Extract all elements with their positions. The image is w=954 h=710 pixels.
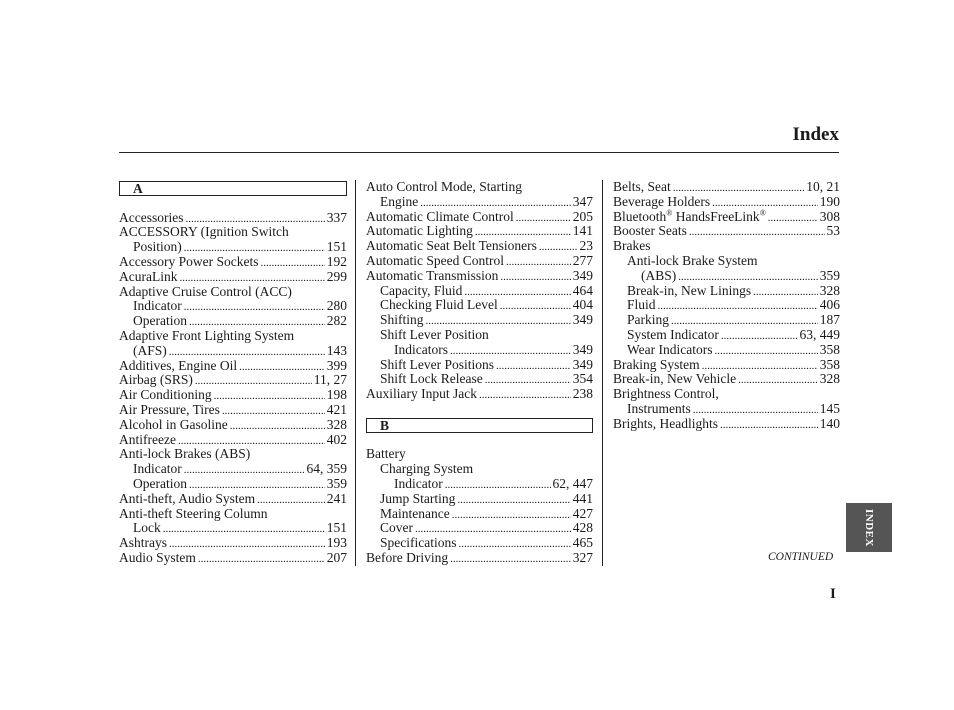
dot-leader: [257, 492, 325, 508]
entry-page-number: 10, 21: [806, 179, 840, 194]
index-entry[interactable]: [366, 195, 593, 210]
entry-name: Fluid: [627, 297, 656, 313]
index-entry[interactable]: [366, 492, 593, 507]
entry-name: Shifting: [380, 312, 424, 328]
index-entry[interactable]: [613, 298, 840, 313]
entry-page-number: 299: [326, 268, 347, 284]
index-entry[interactable]: [119, 551, 347, 566]
dot-leader: [195, 373, 312, 389]
index-entry[interactable]: [366, 387, 593, 402]
entry-name: (ABS): [641, 267, 677, 283]
entry-page-number: 358: [819, 356, 840, 372]
dot-leader: [500, 298, 571, 314]
entry-page-number: 347: [572, 193, 593, 209]
index-entry[interactable]: [366, 507, 593, 522]
entry-page-number: 428: [572, 520, 593, 536]
entry-page-number: 193: [326, 535, 347, 551]
entry-name: Accessories: [119, 209, 184, 225]
entry-name: Cover: [380, 520, 413, 536]
index-entry[interactable]: [366, 239, 593, 254]
dot-leader: [260, 255, 324, 271]
entry-name: (AFS): [133, 342, 167, 358]
index-entry[interactable]: [119, 492, 347, 507]
entry-name: Engine: [380, 193, 419, 209]
entry-page-number: 187: [819, 312, 840, 328]
index-entry[interactable]: [119, 388, 347, 403]
entry-page-number: 441: [572, 490, 593, 506]
entry-page-number: 23: [579, 238, 593, 254]
page-title: Index: [792, 124, 839, 145]
entry-page-number: 359: [819, 267, 840, 283]
dot-leader: [658, 298, 818, 314]
entry-page-number: 359: [326, 475, 347, 491]
index-entry[interactable]: [613, 195, 840, 210]
dot-leader: [239, 359, 325, 375]
index-entry[interactable]: [366, 254, 593, 269]
entry-name: System Indicator: [627, 326, 719, 342]
entry-name: AcuraLink: [119, 268, 178, 284]
index-entry[interactable]: [119, 521, 347, 536]
entry-page-number: 11, 27: [313, 372, 347, 388]
entry-page-number: 207: [326, 549, 347, 565]
entry-page-number: 205: [572, 208, 593, 224]
index-heading: Auto Control Mode, Starting: [366, 179, 522, 194]
index-entry[interactable]: [119, 359, 347, 374]
entry-page-number: 151: [326, 520, 347, 536]
index-heading: Charging System: [380, 461, 474, 477]
index-entry[interactable]: [119, 240, 347, 255]
dot-leader: [222, 403, 325, 419]
index-heading: Brakes: [613, 238, 651, 254]
index-entry[interactable]: [119, 462, 347, 477]
entry-page-number: 198: [326, 387, 347, 403]
entry-page-number: 141: [572, 223, 593, 239]
dot-leader: [715, 343, 818, 359]
dot-leader: [500, 269, 570, 285]
entry-name: Belts, Seat: [613, 179, 671, 194]
entry-name: Indicator: [133, 461, 182, 477]
index-entry[interactable]: [613, 269, 840, 284]
entry-name: Indicator: [133, 298, 182, 314]
side-tab-label: INDEX: [863, 508, 875, 547]
entry-name: Automatic Climate Control: [366, 208, 514, 224]
index-entry[interactable]: [366, 269, 593, 284]
entry-name: Automatic Seat Belt Tensioners: [366, 238, 537, 254]
index-entry[interactable]: [119, 270, 347, 285]
dot-leader: [539, 239, 578, 255]
index-entry[interactable]: [366, 372, 593, 387]
entry-name: Automatic Transmission: [366, 267, 499, 283]
continued-note: CONTINUED: [768, 551, 834, 563]
index-entry[interactable]: [366, 521, 593, 536]
page-number: I: [830, 586, 836, 602]
entry-page-number: 192: [326, 253, 347, 269]
index-entry[interactable]: [613, 224, 840, 239]
index-heading: Brightness Control,: [613, 386, 719, 402]
index-heading: Adaptive Front Lighting System: [119, 327, 295, 343]
entry-page-number: 282: [326, 313, 347, 329]
column-divider: [355, 180, 356, 566]
entry-name: Capacity, Fluid: [380, 282, 463, 298]
entry-page-number: 349: [572, 341, 593, 357]
entry-name: Airbag (SRS): [119, 372, 193, 388]
entry-name: Booster Seats: [613, 223, 687, 239]
entry-name: Brights, Headlights: [613, 415, 718, 431]
index-heading: Battery: [366, 446, 406, 462]
entry-page-number: 402: [326, 431, 347, 447]
dot-leader: [689, 224, 825, 240]
index-entry[interactable]: [366, 224, 593, 239]
dot-leader: [458, 536, 570, 552]
index-column-1: [119, 180, 347, 566]
entry-name: Bluetooth® HandsFreeLink®: [613, 208, 766, 224]
entry-page-number: 328: [819, 371, 840, 387]
dot-leader: [198, 551, 325, 567]
entry-name: Antifreeze: [119, 431, 176, 447]
entry-name: Braking System: [613, 356, 700, 372]
index-entry[interactable]: [366, 313, 593, 328]
entry-page-number: 64, 359: [306, 461, 347, 477]
index-entry[interactable]: [613, 284, 840, 299]
column-divider: [602, 180, 603, 566]
entry-page-number: 399: [326, 357, 347, 373]
index-entry[interactable]: [366, 343, 593, 358]
entry-name: Specifications: [380, 535, 457, 551]
entry-page-number: 190: [819, 193, 840, 209]
entry-name: Operation: [133, 475, 187, 491]
entry-page-number: 328: [326, 416, 347, 432]
entry-page-number: 406: [819, 297, 840, 313]
index-entry[interactable]: [613, 313, 840, 328]
entry-name: Break-in, New Vehicle: [613, 371, 737, 387]
index-entry[interactable]: [119, 403, 347, 418]
index-heading: Anti-lock Brakes (ABS): [119, 446, 251, 462]
entry-name: Shift Lock Release: [380, 371, 483, 387]
entry-name: Automatic Speed Control: [366, 252, 504, 268]
entry-page-number: 62, 447: [552, 475, 593, 491]
dot-leader: [721, 328, 798, 344]
entry-page-number: 63, 449: [799, 326, 840, 342]
dot-leader: [457, 492, 570, 508]
index-entry[interactable]: [119, 255, 347, 270]
entry-name: Additives, Engine Oil: [119, 357, 238, 373]
entry-name: Checking Fluid Level: [380, 297, 498, 313]
entry-page-number: 404: [572, 297, 593, 313]
dot-leader: [163, 521, 325, 537]
index-entry[interactable]: [366, 551, 593, 566]
dot-leader: [738, 372, 818, 388]
entry-page-number: 349: [572, 356, 593, 372]
dot-leader: [450, 551, 571, 567]
index-entry[interactable]: [119, 418, 347, 433]
index-entry[interactable]: [366, 477, 593, 492]
entry-name: Indicator: [394, 475, 443, 491]
index-entry[interactable]: [366, 298, 593, 313]
entry-name: Before Driving: [366, 549, 449, 565]
entry-name: Anti-theft, Audio System: [119, 490, 256, 506]
entry-page-number: 241: [326, 490, 347, 506]
dot-leader: [452, 507, 571, 523]
entry-name: Jump Starting: [380, 490, 456, 506]
index-entry[interactable]: [119, 536, 347, 551]
index-entry[interactable]: [366, 284, 593, 299]
entry-page-number: 465: [572, 535, 593, 551]
index-entry[interactable]: [119, 299, 347, 314]
header-rule: [119, 152, 839, 153]
dot-leader: [485, 372, 571, 388]
entry-page-number: 358: [819, 341, 840, 357]
entry-name: Air Conditioning: [119, 387, 212, 403]
index-entry[interactable]: [119, 373, 347, 388]
index-entry[interactable]: [366, 358, 593, 373]
entry-page-number: 349: [572, 312, 593, 328]
index-entry[interactable]: [613, 402, 840, 417]
entry-page-number: 151: [326, 239, 347, 255]
entry-page-number: 53: [826, 223, 840, 239]
section-gap: [366, 402, 593, 417]
entry-name: Indicators: [394, 341, 448, 357]
entry-name: Automatic Lighting: [366, 223, 473, 239]
index-column-2: [366, 180, 593, 566]
index-entry[interactable]: [613, 372, 840, 387]
index-entry[interactable]: [119, 314, 347, 329]
index-entry[interactable]: [613, 210, 840, 225]
entry-page-number: 464: [572, 282, 593, 298]
entry-name: Beverage Holders: [613, 193, 711, 209]
dot-leader: [516, 210, 571, 226]
dot-leader: [184, 299, 325, 315]
index-entry[interactable]: [613, 343, 840, 358]
entry-name: Operation: [133, 313, 187, 329]
index-heading: Adaptive Cruise Control (ACC): [119, 283, 292, 299]
dot-leader: [184, 462, 305, 478]
index-entry[interactable]: [613, 328, 840, 343]
entry-name: Position): [133, 239, 182, 255]
section-letter-header: A: [119, 181, 347, 196]
index-entry[interactable]: [366, 210, 593, 225]
index-heading: ACCESSORY (Ignition Switch: [119, 224, 289, 240]
entry-name: Audio System: [119, 549, 196, 565]
dot-leader: [445, 477, 551, 493]
entry-name: Ashtrays: [119, 535, 167, 551]
entry-name: Wear Indicators: [627, 341, 713, 357]
entry-page-number: 349: [572, 267, 593, 283]
entry-name: Accessory Power Sockets: [119, 253, 259, 269]
entry-name: Parking: [627, 312, 669, 328]
entry-page-number: 140: [819, 415, 840, 431]
index-entry[interactable]: [119, 211, 347, 226]
index-entry[interactable]: [613, 180, 840, 195]
entry-name: Air Pressure, Tires: [119, 401, 220, 417]
dot-leader: [214, 388, 325, 404]
entry-page-number: 308: [819, 208, 840, 224]
entry-page-number: 238: [572, 386, 593, 402]
entry-name: Shift Lever Positions: [380, 356, 494, 372]
entry-page-number: 277: [572, 252, 593, 268]
index-entry[interactable]: [613, 417, 840, 432]
dot-leader: [230, 418, 325, 434]
entry-page-number: 145: [819, 400, 840, 416]
section-letter-header: B: [366, 418, 593, 433]
index-entry[interactable]: [119, 344, 347, 359]
index-entry[interactable]: [366, 536, 593, 551]
entry-page-number: 280: [326, 298, 347, 314]
entry-name: Instruments: [627, 400, 691, 416]
entry-page-number: 354: [572, 371, 593, 387]
entry-name: Maintenance: [380, 505, 450, 521]
index-entry[interactable]: [119, 433, 347, 448]
entry-page-number: 337: [326, 209, 347, 225]
entry-page-number: 328: [819, 282, 840, 298]
index-heading: Anti-theft Steering Column: [119, 505, 268, 521]
entry-page-number: 327: [572, 549, 593, 565]
dot-leader: [753, 284, 818, 300]
index-entry[interactable]: [613, 358, 840, 373]
index-heading: Anti-lock Brake System: [627, 252, 758, 268]
index-heading: Shift Lever Position: [380, 326, 489, 342]
index-entry[interactable]: [119, 477, 347, 492]
dot-leader: [479, 387, 571, 403]
entry-page-number: 421: [326, 401, 347, 417]
dot-leader: [506, 254, 571, 270]
dot-leader: [720, 417, 818, 433]
dot-leader: [768, 210, 818, 226]
entry-name: Lock: [133, 520, 161, 536]
entry-page-number: 143: [326, 342, 347, 358]
entry-page-number: 427: [572, 505, 593, 521]
entry-name: Auxiliary Input Jack: [366, 386, 477, 402]
index-side-tab[interactable]: [846, 503, 892, 552]
entry-name: Alcohol in Gasoline: [119, 416, 228, 432]
dot-leader: [496, 358, 571, 374]
index-column-3: [613, 180, 840, 432]
entry-name: Break-in, New Linings: [627, 282, 752, 298]
